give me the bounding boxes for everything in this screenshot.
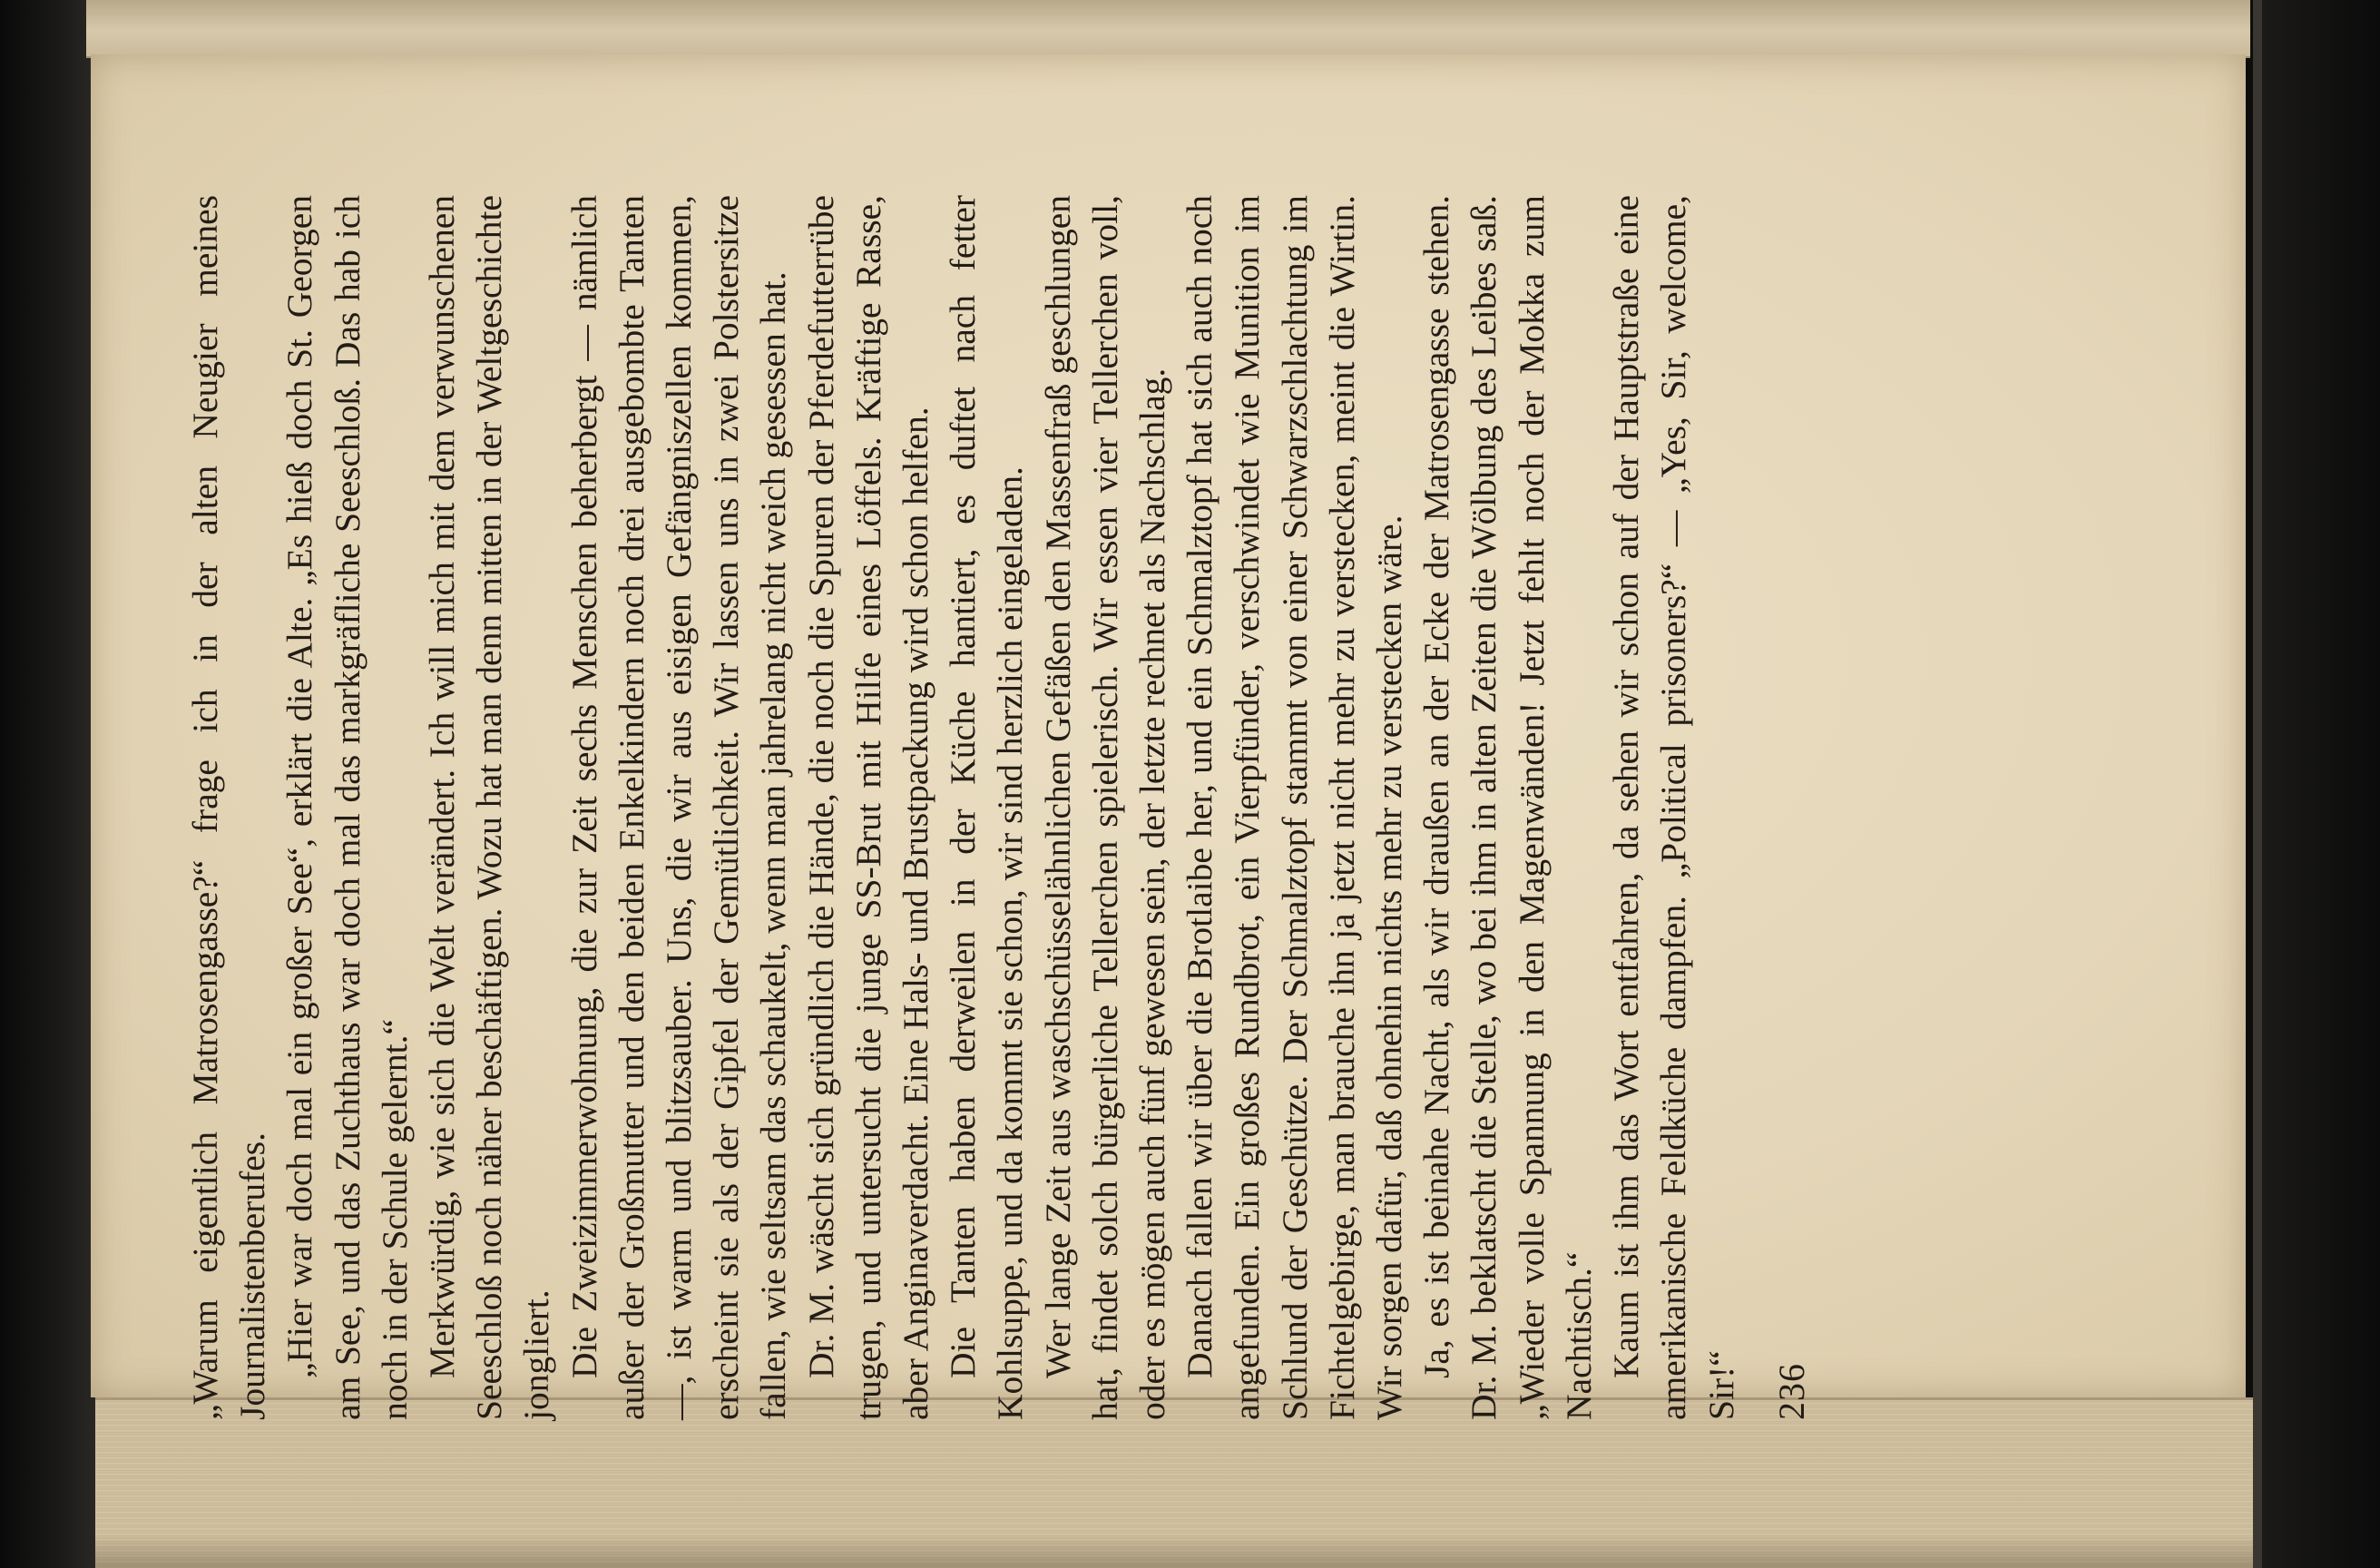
paragraph: Ja, es ist beinahe Nacht, als wir draußen an der Ecke der Matrosengasse stehen. Dr. M. beklatscht die Stelle, wo bei ihm in alten Zeiten die Wölbung des Leibes saß. „Wieder volle Spannung in den Magenwänden! Jetzt fehlt noch der Mokka zum Nachtisch.“	[1416, 195, 1599, 1420]
page-fore-edge	[95, 1397, 2255, 1568]
paragraph: Dr. M. wäscht sich gründlich die Hände, die noch die Spuren der Pferdefutterrübe trugen, und untersucht die junge SS-Brut mit Hilfe eines Löffels. Kräftige Rasse, aber Anginaverdacht. Eine Hals- und Brustpackung wird schon helfen.	[800, 195, 936, 1420]
paragraph: Merkwürdig, wie sich die Welt verändert. Ich will mich mit dem verwunschenen Seeschloß noch näher beschäftigen. Wozu hat man denn mitten in der Weltgeschichte jongliert.	[422, 195, 557, 1420]
page-number: 236	[1770, 1363, 1812, 1420]
paragraph: Danach fallen wir über die Brotlaibe her, und ein Schmalztopf hat sich auch noch angefunden. Ein großes Rundbrot, ein Vierpfünder, verschwindet wie Munition im Schlund der Geschütze. Der Schmalztopf stammt von einer Schwarzschlachtung im Fichtelgebirge, man brauche ihn ja jetzt nicht mehr zu verstecken, meint die Wirtin. Wir sorgen dafür, daß ohnehin nichts mehr zu verstecken wäre.	[1180, 195, 1410, 1420]
paragraph: „Hier war doch mal ein großer See“, erklärt die Alte. „Es hieß doch St. Georgen am See, und das Zuchthaus war doch mal das markgräfliche Seeschloß. Das hab ich noch in der Schule gelernt.“	[279, 195, 415, 1420]
book-cover-left	[0, 0, 95, 1568]
page-text-block	[181, 195, 1887, 1420]
book-cover-right	[2253, 0, 2380, 1568]
page-top-edge	[86, 0, 2250, 58]
paragraph: Die Zweizimmerwohnung, die zur Zeit sechs Menschen beherbergt — nämlich außer der Großmutter und den beiden Enkelkindern noch drei ausgebombte Tanten —, ist warm und blitzsauber. Uns, die wir aus eisigen Gefängniszellen kommen, erscheint sie als der Gipfel der Gemütlichkeit. Wir lassen uns in zwei Polstersitze fallen, wie seltsam das schaukelt, wenn man jahrelang nicht weich gesessen hat.	[563, 195, 794, 1420]
paragraph: Die Tanten haben derweilen in der Küche hantiert, es duftet nach fetter Kohlsuppe, und da kommt sie schon, wir sind herzlich eingeladen.	[943, 195, 1031, 1420]
paragraph: „Warum eigentlich Matrosengasse?“ frage ich in der alten Neugier meines Journalistenberufes.	[185, 195, 273, 1420]
paragraph: Kaum ist ihm das Wort entfahren, da sehen wir schon auf der Hauptstraße eine amerikanische Feldküche dampfen. „Political prisoners?“ — „Yes, Sir, welcome, Sir!“	[1606, 195, 1741, 1420]
paragraph: Wer lange Zeit aus waschschüsselähnlichen Gefäßen den Massenfraß geschlungen hat, findet solch bürgerliche Tellerchen spielerisch. Wir essen vier Tellerchen voll, oder es mögen auch fünf gewesen sein, der letzte rechnet als Nachschlag.	[1037, 195, 1173, 1420]
